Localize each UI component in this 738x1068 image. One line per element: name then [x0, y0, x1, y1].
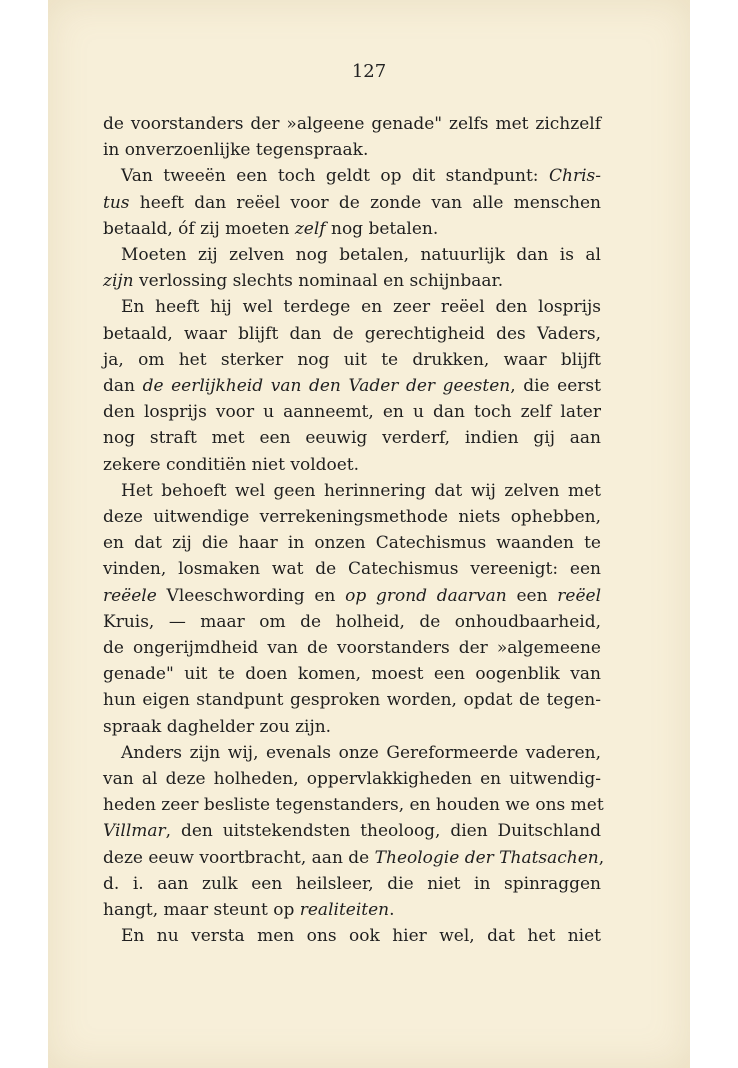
- text-line: heden zeer besliste tegenstanders, en houden we ons met: [103, 795, 604, 816]
- text-line: in onverzoenlijke tegenspraak.: [103, 140, 369, 161]
- text-line: deze eeuw voortbracht, aan de Theologie der Thatsachen,: [103, 847, 605, 868]
- text-line: vinden, losmaken wat de Catechismus vereenigt: een: [103, 559, 601, 580]
- text-line: reëele Vleeschwording en op grond daarvan een reëel: [103, 585, 602, 606]
- text-line: de voorstanders der »algeene genade" zelfs met zichzelf: [103, 114, 601, 134]
- text-line: En heeft hij wel terdege en zeer reëel den losprijs: [121, 297, 601, 318]
- text-line: van al deze holheden, oppervlakkigheden en uitwendig-: [103, 769, 601, 790]
- text-line: Van tweeën een toch geldt op dit standpunt: Chris-: [121, 166, 601, 187]
- text-line: Villmar, den uitstekendsten theoloog, dien Duitschland: [103, 821, 601, 842]
- text-line: spraak daghelder zou zijn.: [103, 716, 332, 737]
- text-line: tus heeft dan reëel voor de zonde van alle menschen: [103, 192, 601, 213]
- text-line: betaald, óf zij moeten zelf nog betalen.: [103, 218, 439, 239]
- text-line: ja, om het sterker nog uit te drukken, waar blijft: [103, 349, 601, 370]
- text-line: d. i. aan zulk een heilsleer, die niet in spinraggen: [103, 873, 601, 894]
- page-number: 127: [351, 61, 387, 82]
- text-line: de ongerijmdheid van de voorstanders der »algemeene: [103, 638, 601, 659]
- text-line: en dat zij die haar in onzen Catechismus waanden te: [103, 533, 601, 554]
- book-page: [48, 0, 690, 1068]
- text-line: den losprijs voor u aanneemt, en u dan toch zelf later: [103, 402, 601, 423]
- text-line: dan de eerlijkheid van den Vader der geesten, die eerst: [103, 376, 601, 397]
- text-line: Kruis, — maar om de holheid, de onhoudbaarheid,: [103, 611, 601, 632]
- text-line: zekere conditiën niet voldoet.: [103, 454, 360, 475]
- text-line: hangt, maar steunt op realiteiten.: [103, 900, 395, 921]
- text-line: Moeten zij zelven nog betalen, natuurlijk dan is al: [121, 245, 601, 266]
- text-line: hun eigen standpunt gesproken worden, opdat de tegen-: [103, 690, 601, 711]
- text-line: En nu versta men ons ook hier wel, dat het niet: [121, 926, 601, 947]
- text-line: Het behoeft wel geen herinnering dat wij zelven met: [121, 480, 601, 501]
- text-line: nog straft met een eeuwig verderf, indien gij aan: [103, 428, 601, 449]
- text-line: deze uitwendige verrekeningsmethode niets ophebben,: [103, 507, 601, 528]
- text-line: Anders zijn wij, evenals onze Gereformeerde vaderen,: [121, 742, 601, 763]
- text-line: genade" uit te doen komen, moest een oogenblik van: [103, 664, 601, 685]
- text-line: zijn verlossing slechts nominaal en schijnbaar.: [103, 271, 504, 292]
- body-text: [103, 111, 605, 950]
- text-line: betaald, waar blijft dan de gerechtigheid des Vaders,: [103, 323, 601, 344]
